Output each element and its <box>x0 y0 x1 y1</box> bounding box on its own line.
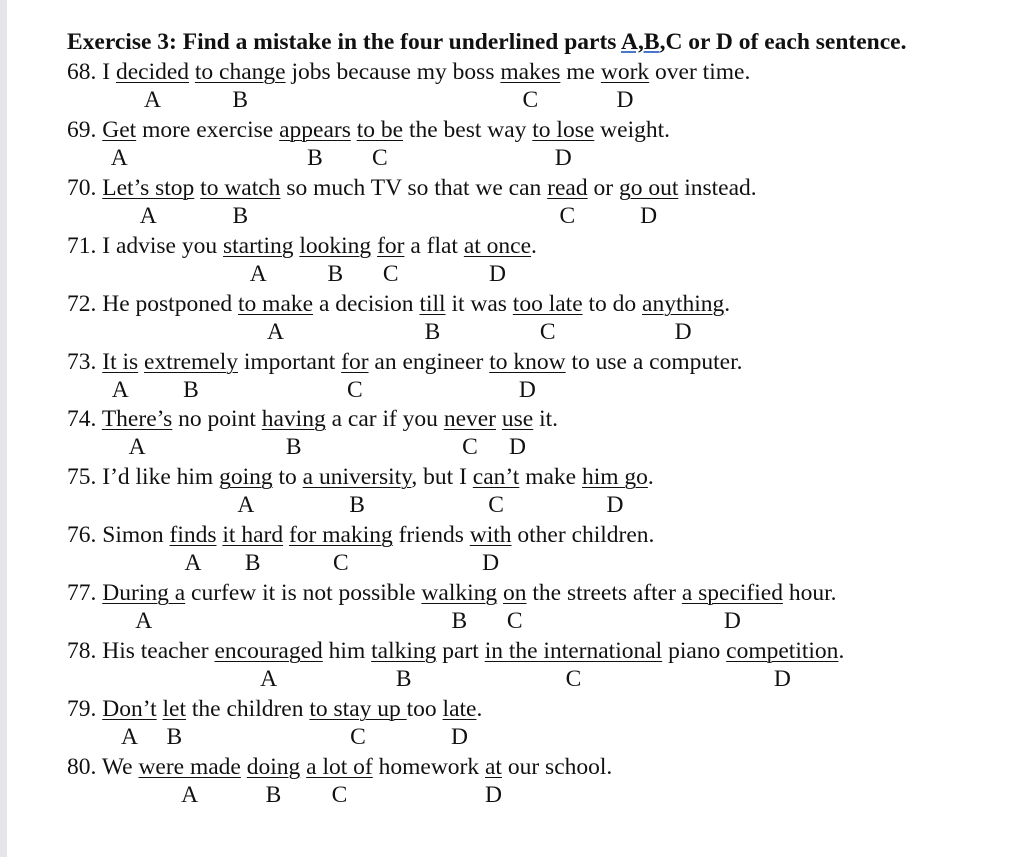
answer-letter: D <box>482 550 500 577</box>
answer-letter: C <box>522 87 539 113</box>
underlined-part: work <box>600 59 650 85</box>
underlined-part: go out <box>618 174 679 201</box>
answer-letter: A <box>267 318 285 345</box>
sentence-text: over time. <box>649 59 751 85</box>
answer-letter: D <box>509 434 527 461</box>
sentence-text: jobs because my boss <box>285 59 501 85</box>
sentence-text: a decision <box>313 290 420 317</box>
question-item <box>67 694 1007 752</box>
answer-letter: C <box>488 492 504 519</box>
question-item <box>67 231 1007 289</box>
question-sentence <box>67 752 612 782</box>
question-item <box>67 57 1007 115</box>
underlined-part: having <box>261 406 326 433</box>
answer-letter: A <box>135 608 153 635</box>
underlined-part: Get <box>102 116 137 143</box>
underlined-part: to lose <box>532 116 595 143</box>
question-item <box>67 347 1007 405</box>
answer-letter: B <box>166 723 183 750</box>
answer-letter: A <box>139 202 157 229</box>
sentence-text: no point <box>172 406 262 433</box>
underlined-part: starting <box>223 232 294 259</box>
underlined-part: decided <box>115 59 190 85</box>
underlined-part: to make <box>238 290 314 317</box>
question-sentence <box>67 347 742 377</box>
underlined-part: There’s <box>101 406 173 433</box>
underlined-part: to be <box>356 116 404 143</box>
sentence-text: too <box>406 695 443 722</box>
underlined-part: for making <box>288 522 393 549</box>
sentence-text: me <box>560 59 601 85</box>
sentence-text: it was <box>445 290 513 317</box>
question-sentence <box>67 57 750 87</box>
answer-letter: A <box>111 376 129 403</box>
sentence-text: curfew it is not possible <box>185 580 422 607</box>
underlined-part: finds <box>169 522 217 549</box>
sentence-text: so much TV so that we can <box>280 174 548 201</box>
sentence-text: . <box>647 464 654 491</box>
question-sentence <box>67 520 654 550</box>
question-item <box>67 115 1007 173</box>
answer-letter: C <box>462 434 478 461</box>
answer-letter: D <box>640 202 658 229</box>
sentence-text: 69. <box>67 116 103 143</box>
underlined-part: too late <box>512 290 583 317</box>
answer-letter: C <box>565 666 582 692</box>
underlined-part: let <box>162 695 187 722</box>
answer-letter: C <box>331 781 348 808</box>
underlined-part: with <box>469 522 512 549</box>
sentence-text: friends <box>392 522 470 549</box>
question-sentence <box>67 231 537 261</box>
answer-letter: D <box>674 318 692 345</box>
underlined-part: to watch <box>200 174 281 201</box>
answer-letter: B <box>307 144 323 171</box>
underlined-part: can’t <box>472 464 520 491</box>
question-sentence <box>67 115 670 145</box>
underlined-part: During a <box>102 580 186 607</box>
sentence-text: 71. I advise you <box>67 232 223 259</box>
underlined-part: to know <box>489 348 566 375</box>
answer-letter: D <box>488 260 506 287</box>
title-underlined: A,B <box>621 29 660 55</box>
sentence-text: hour. <box>782 580 837 607</box>
sentence-text: 73. <box>67 348 103 375</box>
sentence-text: to use a computer. <box>565 348 743 375</box>
sentence-text: 75. I’d like him <box>67 464 220 491</box>
answer-letter: A <box>110 144 128 171</box>
answer-letter: A <box>249 260 267 287</box>
answer-letter: A <box>184 550 202 577</box>
sentence-text: . <box>531 232 537 259</box>
answer-letter: B <box>232 87 249 113</box>
sentence-text: 68. I <box>67 59 116 85</box>
answer-letter: A <box>260 666 278 692</box>
underlined-part: to change <box>194 59 286 85</box>
title-suffix: ,C or D of each sentence. <box>659 29 907 55</box>
underlined-part: It is <box>102 348 139 375</box>
answer-letter: B <box>395 666 412 692</box>
underlined-part: never <box>443 406 496 433</box>
underlined-part: competition <box>726 638 839 664</box>
answer-letter: A <box>144 87 161 113</box>
underlined-part: him go <box>581 464 648 491</box>
answer-letter: C <box>333 550 349 577</box>
sentence-text: important <box>238 348 342 375</box>
question-sentence <box>67 404 558 434</box>
underlined-part: looking <box>299 232 372 259</box>
title-prefix: Exercise 3: Find a mistake in the four underlined parts <box>67 29 622 55</box>
question-sentence <box>67 636 844 666</box>
underlined-part: till <box>419 290 446 317</box>
answer-letter: D <box>773 666 791 692</box>
answer-letter: B <box>232 202 249 229</box>
answer-letter: D <box>723 608 741 635</box>
question-sentence <box>67 173 757 203</box>
answer-letter: B <box>265 781 282 808</box>
sentence-text: other children. <box>511 522 655 549</box>
underlined-part: going <box>219 464 273 491</box>
answer-letter: B <box>327 260 344 287</box>
underlined-part: walking <box>421 580 498 607</box>
underlined-part: read <box>547 174 588 201</box>
sentence-text: the streets after <box>526 580 682 607</box>
exercise-title <box>67 27 906 57</box>
underlined-part: on <box>503 580 527 607</box>
question-sentence <box>67 694 482 724</box>
sentence-text: 70. <box>67 174 103 201</box>
sentence-text: to do <box>582 290 643 317</box>
sentence-text: 72. He postponed <box>67 290 239 317</box>
underlined-part: doing <box>246 753 301 780</box>
question-item <box>67 404 1007 462</box>
sentence-text: 79. <box>67 695 103 722</box>
answer-letter: B <box>244 550 261 577</box>
question-item <box>67 752 1007 810</box>
underlined-part: use <box>501 406 534 433</box>
sentence-text: 76. Simon <box>67 522 170 549</box>
answer-letter: B <box>183 376 199 403</box>
answer-letter: C <box>350 723 366 750</box>
sentence-text: more exercise <box>136 116 280 143</box>
answer-letter: B <box>424 318 441 345</box>
sentence-text: . <box>838 638 845 664</box>
answer-letter: A <box>181 781 199 808</box>
answer-letter: A <box>237 492 255 519</box>
answer-letter: C <box>506 608 523 635</box>
question-item <box>67 636 1007 694</box>
sentence-text: , but I <box>411 464 473 491</box>
sentence-text: homework <box>372 753 485 780</box>
underlined-part: late <box>442 695 477 722</box>
answer-letter: C <box>372 144 388 171</box>
underlined-part: Don’t <box>102 695 157 722</box>
sentence-text: him <box>322 638 372 664</box>
sentence-text: 78. His teacher <box>67 638 215 664</box>
question-item <box>67 289 1007 347</box>
sentence-text: or <box>587 174 619 201</box>
sentence-text: 74. <box>67 406 102 433</box>
answer-letter: D <box>484 781 502 808</box>
answer-letter: B <box>349 492 365 519</box>
sentence-text: the best way <box>403 116 533 143</box>
answer-letter: B <box>285 434 302 461</box>
question-sentence <box>67 462 654 492</box>
underlined-part: encouraged <box>214 638 323 664</box>
sentence-text: to <box>272 464 303 491</box>
answer-letter: B <box>451 608 468 635</box>
underlined-part: for <box>377 232 405 259</box>
answer-letter: D <box>451 723 468 750</box>
sentence-text: . <box>724 290 731 317</box>
sentence-text: 77. <box>67 580 103 607</box>
underlined-part: at once <box>463 232 532 259</box>
answer-letter: C <box>382 260 399 287</box>
question-item <box>67 520 1007 578</box>
sentence-text: a car if you <box>325 406 444 433</box>
underlined-part: a university <box>302 464 412 491</box>
answer-letter: D <box>606 492 624 519</box>
underlined-part: a lot of <box>306 753 373 780</box>
sentence-text: our school. <box>501 753 613 780</box>
sentence-text: a flat <box>404 232 464 259</box>
sentence-text: make <box>519 464 582 491</box>
sentence-text: piano <box>662 638 727 664</box>
sentence-text: 80. We <box>67 753 139 780</box>
underlined-part: were made <box>138 753 241 780</box>
underlined-part: it hard <box>222 522 284 549</box>
underlined-part: at <box>485 753 502 780</box>
underlined-part: to stay up <box>309 695 407 722</box>
question-sentence <box>67 289 730 319</box>
sentence-text: weight. <box>594 116 671 143</box>
underlined-part: Let’s stop <box>102 174 195 201</box>
underlined-part: in the international <box>484 638 663 664</box>
question-item <box>67 462 1007 520</box>
answer-letter: A <box>128 434 146 461</box>
sentence-text: instead. <box>678 174 757 201</box>
sentence-text: an engineer <box>368 348 490 375</box>
question-item <box>67 173 1007 231</box>
sentence-text: part <box>436 638 485 664</box>
answer-letter: D <box>518 376 536 403</box>
sentence-text: . <box>476 695 483 722</box>
underlined-part: makes <box>500 59 561 85</box>
underlined-part: for <box>341 348 369 375</box>
answer-letter: D <box>554 144 572 171</box>
question-item <box>67 578 1007 636</box>
underlined-part: talking <box>371 638 437 664</box>
answer-letter: D <box>616 87 634 113</box>
underlined-part: a specified <box>681 580 783 607</box>
answer-letter: C <box>346 376 363 403</box>
sentence-text: it. <box>533 406 559 433</box>
underlined-part: appears <box>279 116 351 143</box>
underlined-part: extremely <box>144 348 238 375</box>
answer-letter: C <box>539 318 556 345</box>
underlined-part: anything <box>642 290 725 317</box>
sentence-text: the children <box>186 695 310 722</box>
answer-letter: A <box>120 723 138 750</box>
question-sentence <box>67 578 836 608</box>
answer-letter: C <box>559 202 576 229</box>
